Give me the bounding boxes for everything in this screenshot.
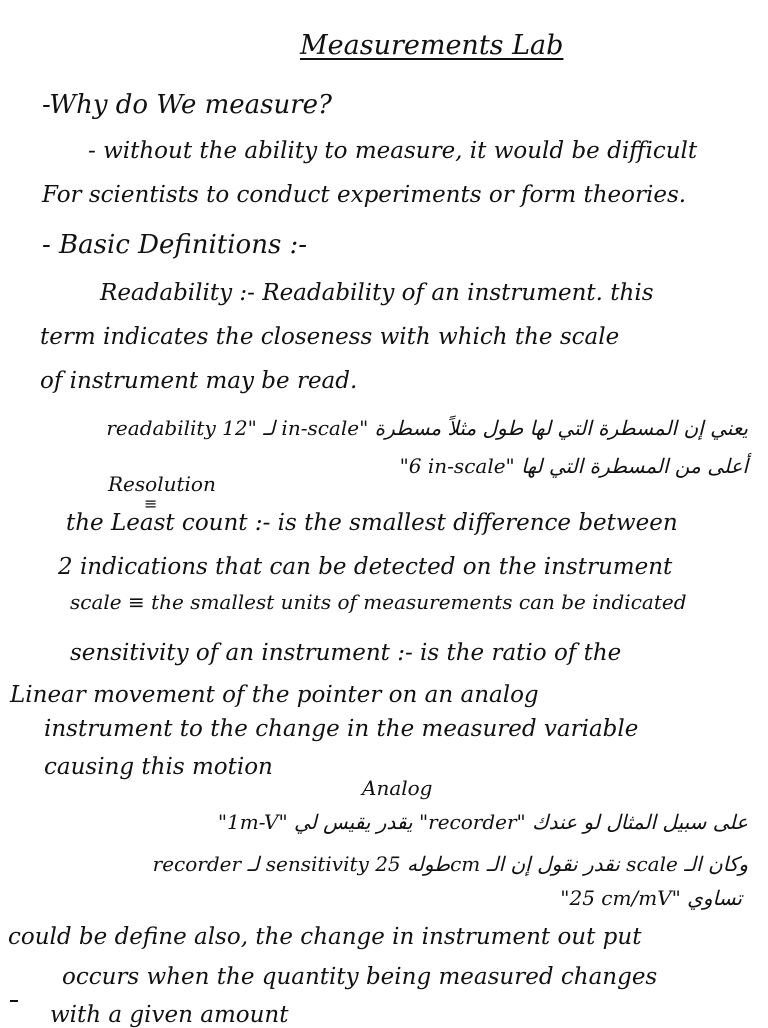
note-line-15: Linear movement of the pointer on an analog	[10, 682, 539, 708]
readability-definition: Readability :- Readability of an instrument. this	[100, 280, 654, 306]
equivalence-sign: ≡	[144, 494, 158, 513]
least-count-definition: the Least count :- is the smallest difference between	[66, 510, 678, 536]
page-title: Measurements Lab	[300, 30, 564, 61]
note-line-3: For scientists to conduct experiments or form theories.	[42, 182, 687, 208]
note-line-7: of instrument may be read.	[40, 368, 358, 394]
arabic-note-value: "25 cm/mV" تساوي	[560, 886, 742, 910]
note-line-2: - without the ability to measure, it would be difficult	[88, 138, 698, 164]
note-line-13: scale ≡ the smallest units of measurements can be indicated	[70, 590, 687, 614]
note-line-21: could be define also, the change in instrument out put	[8, 924, 642, 950]
margin-dash-mark	[10, 1000, 18, 1002]
arabic-note-readability: readability لـ "12 in-scale" يعني إن المسطرة التي لها طول مثلاً مسطرة	[106, 416, 748, 440]
resolution-label: Resolution	[108, 472, 216, 496]
note-line-12: 2 indications that can be detected on the instrument	[58, 554, 673, 580]
note-line-23: with a given amount	[50, 1002, 289, 1028]
heading-basic-definitions: - Basic Definitions :-	[42, 230, 308, 260]
arabic-note-sensitivity: recorder لـ sensitivity طوله 25cm نقدر نقول إن الـ scale وكان الـ	[152, 852, 748, 876]
analog-annotation: Analog	[362, 776, 433, 800]
note-line-16: instrument to the change in the measured variable	[44, 716, 639, 742]
arabic-note-scale: "6 in-scale" أعلى من المسطرة التي لها	[399, 454, 748, 478]
heading-why-measure: -Why do We measure?	[42, 90, 332, 120]
arabic-note-recorder: "1m-V" يقدر يقيس لي "recorder" على سبيل المثال لو عندك	[217, 810, 748, 834]
note-line-6: term indicates the closeness with which the scale	[40, 324, 620, 350]
note-line-22: occurs when the quantity being measured changes	[62, 964, 658, 990]
sensitivity-definition: sensitivity of an instrument :- is the ratio of the	[70, 640, 622, 666]
note-line-17: causing this motion	[44, 754, 273, 780]
